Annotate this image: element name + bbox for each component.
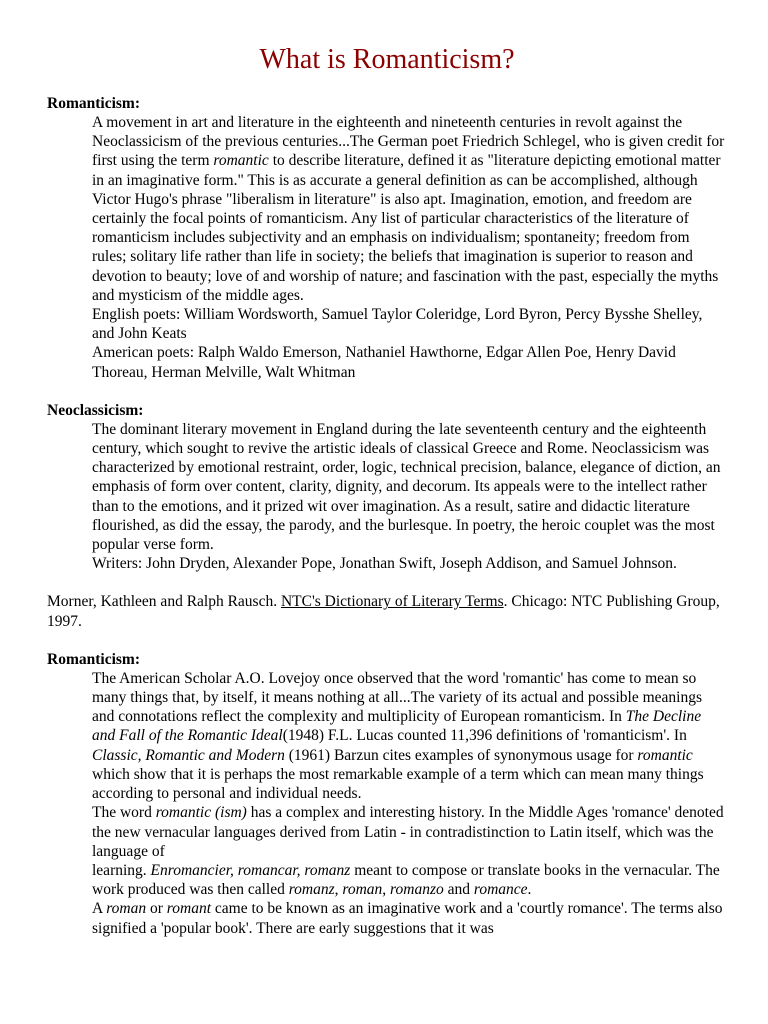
term-heading-neoclassicism: Neoclassicism: [47, 401, 144, 419]
text-run: , [382, 881, 391, 899]
text-run: has a complex and interesting history. In the Middle Ages 'romance' denoted the new vernacular languages derived from Latin - in contradistinction to Latin itself, which was the language of [92, 804, 724, 860]
italic-term: romanz [288, 881, 335, 899]
italic-title: Classic, Romantic and Modern [92, 746, 285, 764]
text-run: came to be known as an imaginative work and a 'courtly romance'. The terms also signified a 'popular book'. There are early suggestions that it was [92, 900, 723, 937]
citation-publisher: . Chicago: NTC Publishing Group, 1997. [47, 593, 720, 630]
paragraph: The dominant literary movement in England during the late seventeenth century and the eighteenth century, which sought to revive the artistic ideals of classical Greece and Rome. Neoclassicism was characterized by emotional restraint, order, logic, technical precision, balance, elegance of diction, an emphasis of form over content, clarity, dignity, and decorum. Its appeals were to the intellect rather than to the emotions, and it prized wit over imagination. As a result, satire and didactic literature flourished, as did the essay, the parody, and the burlesque. In poetry, the heroic couplet was the most popular verse form. [92, 420, 721, 554]
italic-term: romance [473, 881, 528, 899]
italic-term: romanzo [390, 881, 444, 899]
paragraph [92, 861, 727, 899]
writers-line: Writers: John Dryden, Alexander Pope, Jonathan Swift, Joseph Addison, and Samuel Johnson. [92, 555, 677, 573]
text-run: (1961) Barzun cites examples of synonymous usage for [284, 746, 638, 764]
term-heading-romanticism-2: Romanticism: [47, 650, 140, 668]
text-run: . [527, 881, 532, 899]
text-run: to describe literature, defined it as "literature depicting emotional matter in an imaginative form." This is as accurate a general definition as can be accomplished, although Victor Hugo's phrase "liberalism in literature" is also apt. Imagination, emotion, and freedom are certainly the focal points of romanticism. Any list of particular characteristics of the literature of romanticism includes subjectivity and an emphasis on individualism; spontaneity; freedom from rules; solitary life rather than life in society; the beliefs that imagination is superior to reason and devotion to beauty; love of and worship of nature; and fascination with the past, especially the myths and mysticism of the middle ages. [92, 152, 721, 304]
page-title: What is Romanticism? [259, 44, 515, 75]
spacer [47, 382, 727, 401]
paragraph [92, 899, 727, 937]
italic-term: romant [166, 900, 212, 918]
english-poets-line: English poets: William Wordsworth, Samuel Taylor Coleridge, Lord Byron, Percy Bysshe Shelley, and John Keats [92, 306, 703, 343]
text-run: learning. [92, 861, 151, 879]
paragraph [92, 803, 727, 861]
american-poets-line: American poets: Ralph Waldo Emerson, Nathaniel Hawthorne, Edgar Allen Poe, Henry David Thoreau, Herman Melville, Walt Whitman [92, 344, 676, 381]
italic-term: roman [342, 881, 383, 899]
text-run: which show that it is perhaps the most remarkable example of a term which can mean many things according to personal and individual needs. [92, 765, 704, 803]
text-run: The word [92, 804, 156, 822]
text-run: A movement in art and literature in the eighteenth and nineteenth centuries in revolt against the Neoclassicism of the previous centuries...The German poet Friedrich Schlegel, who is given credit for first using the term [92, 114, 725, 170]
text-run: The American Scholar A.O. Lovejoy once observed that the word 'romantic' has come to mean so many things that, by itself, it means nothing at all...The variety of its actual and possible meanings and connotations reflect the complexity and multiplicity of European romanticism. In [92, 669, 702, 726]
citation-authors: Morner, Kathleen and Ralph Rausch. [47, 593, 281, 611]
text-run: meant to compose or translate books in the vernacular. The work produced was then called [92, 861, 720, 899]
italic-term: romantic [213, 152, 269, 170]
italic-term: romantic (ism) [155, 804, 247, 822]
italic-term: Enromancier, romancar, romanz [150, 861, 351, 879]
paragraph [92, 113, 727, 305]
text-run: and [443, 881, 474, 899]
spacer [47, 573, 727, 592]
citation-book-title: NTC's Dictionary of Literary Terms [280, 593, 504, 611]
definition-romanticism-2 [92, 669, 727, 938]
term-heading-romanticism: Romanticism: [47, 95, 140, 112]
definition-neoclassicism [92, 420, 727, 574]
citation [47, 592, 727, 630]
document-page [47, 40, 727, 938]
text-run: or [146, 900, 167, 918]
text-run: A [92, 900, 107, 918]
italic-title: The Decline and Fall of the Romantic Ideal [92, 708, 702, 745]
text-run: , [334, 881, 343, 899]
italic-term: roman [106, 900, 147, 918]
paragraph [92, 669, 727, 803]
spacer [47, 631, 727, 650]
definition-romanticism [92, 113, 727, 382]
text-run: (1948) F.L. Lucas counted 11,396 definitions of 'romanticism'. In [282, 727, 687, 745]
italic-term: romantic [637, 746, 693, 764]
